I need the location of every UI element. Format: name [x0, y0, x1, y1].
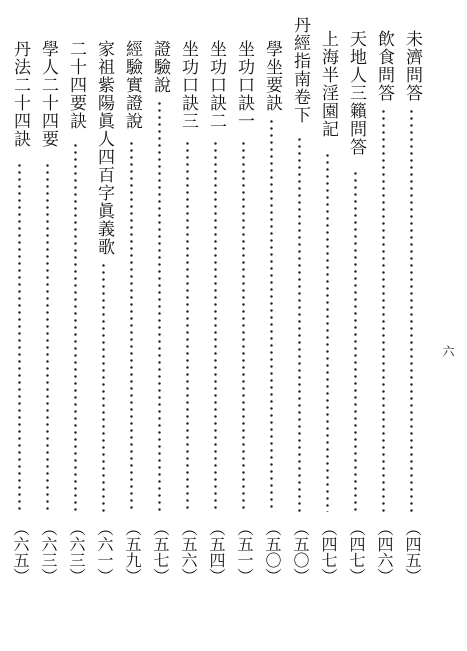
leader-dots [242, 140, 245, 512]
leader-dots [410, 108, 413, 512]
entry-page: （五九） [123, 520, 142, 584]
entry-title: 學人二十四要 [38, 40, 58, 148]
entry-page: （五〇） [291, 520, 310, 584]
entry-title: 坐功口訣二 [206, 40, 226, 130]
entry-title: 家祖紫陽眞人四百字眞義歌 [94, 40, 114, 256]
leader-dots [270, 118, 273, 512]
entry-page: （六一） [95, 520, 114, 584]
toc-entry [345, 0, 367, 651]
entry-page: （四五） [403, 520, 422, 584]
toc-entry [149, 0, 171, 651]
leader-dots [46, 162, 49, 512]
entry-page: （六五） [11, 520, 30, 584]
entry-title: 坐功口訣三 [178, 40, 198, 130]
entry-page: （四七） [347, 520, 366, 584]
toc-entry [121, 0, 143, 651]
entry-title: 證驗說 [150, 40, 170, 94]
leader-dots [214, 140, 217, 512]
entry-title: 學坐要訣 [262, 40, 282, 112]
entry-page: （五六） [179, 520, 198, 584]
leader-dots [158, 100, 161, 512]
entry-title: 上海半淫園記 [318, 30, 338, 138]
leader-dots [326, 152, 329, 512]
toc-entry [177, 0, 199, 651]
entry-title: 二十四要訣 [66, 40, 86, 130]
toc-entry [261, 0, 283, 651]
toc-entry [205, 0, 227, 651]
toc-entry [65, 0, 87, 651]
entry-title: 坐功口訣一 [234, 40, 254, 130]
toc-entry [289, 0, 311, 651]
toc-entry [93, 0, 115, 651]
entry-title: 丹經指南卷下 [290, 16, 310, 124]
toc-entry [401, 0, 423, 651]
entry-page: （五一） [235, 520, 254, 584]
entry-page: （五四） [207, 520, 226, 584]
toc-entry [9, 0, 31, 651]
toc-entry [233, 0, 255, 651]
toc-entry [37, 0, 59, 651]
entry-title: 未濟問答 [402, 30, 422, 102]
toc-entry [373, 0, 395, 651]
entry-title: 天地人三籟問答 [346, 30, 366, 156]
leader-dots [298, 136, 301, 512]
toc-entry [317, 0, 339, 651]
entry-title: 飲食問答 [374, 30, 394, 102]
entry-page: （四七） [319, 520, 338, 584]
leader-dots [354, 170, 357, 512]
entry-page: （六三） [39, 520, 58, 584]
folio-number: 六 [441, 345, 455, 357]
leader-dots [18, 162, 21, 512]
leader-dots [102, 262, 105, 512]
entry-page: （四六） [375, 520, 394, 584]
entry-page: （五七） [151, 520, 170, 584]
leader-dots [74, 142, 77, 512]
entry-page: （六三） [67, 520, 86, 584]
leader-dots [186, 140, 189, 512]
leader-dots [130, 140, 133, 512]
leader-dots [382, 108, 385, 512]
entry-page: （五〇） [263, 520, 282, 584]
entry-title: 丹法二十四訣 [10, 40, 30, 148]
entry-title: 經驗實證說 [122, 40, 142, 130]
